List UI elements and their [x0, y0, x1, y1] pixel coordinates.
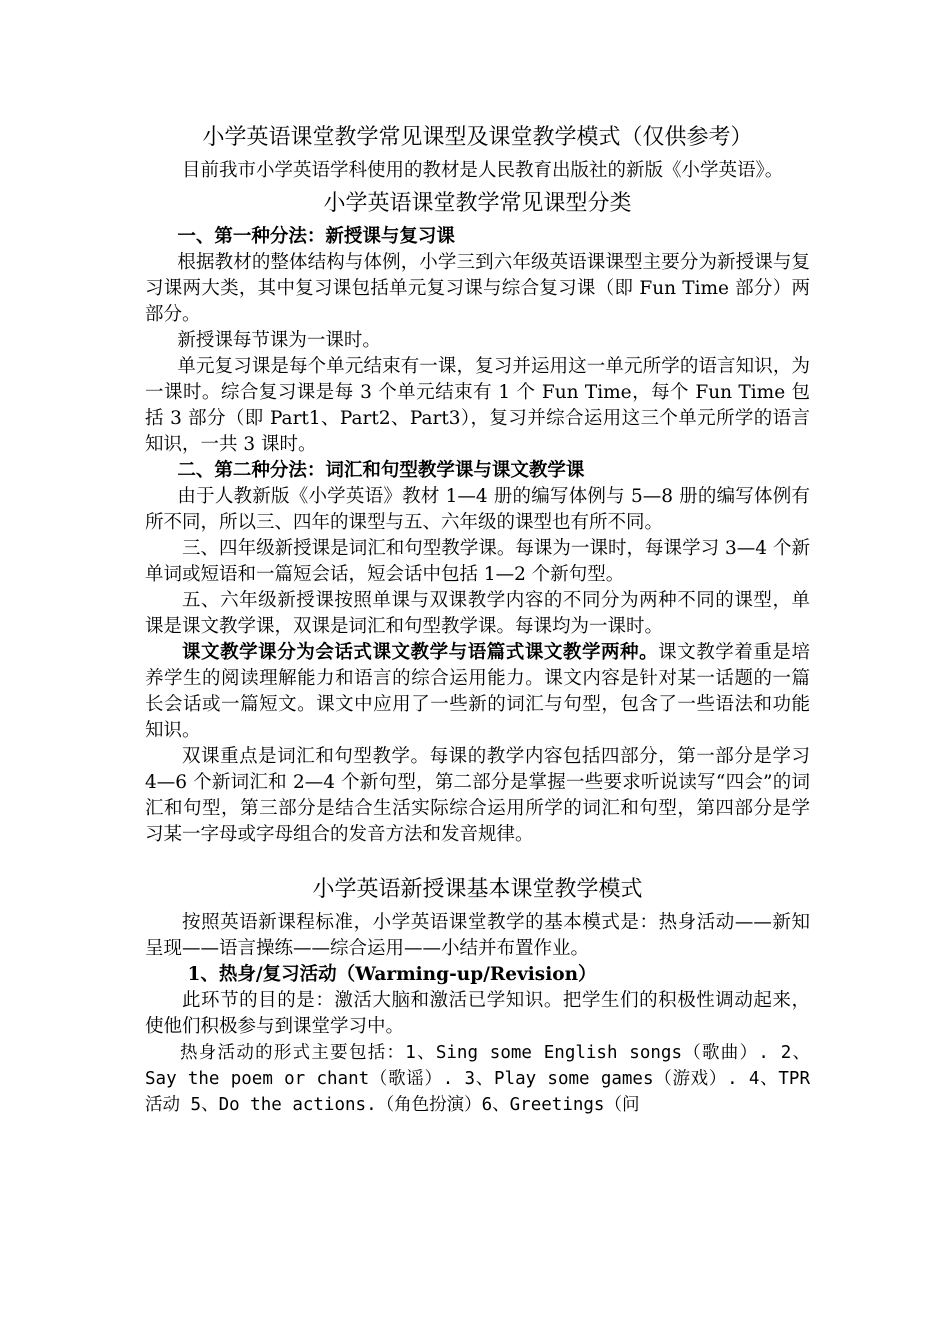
paragraph: 新授课每节课为一课时。 — [177, 330, 381, 351]
paragraph: 热身活动的形式主要包括：1、Sing some English songs（歌曲）. 2、Say the poem or chant（歌谣）. 3、Play some games（游戏）. 4、TPR 活动 5、Do the actions.（角色扮演）6、Greetings（问 — [145, 1043, 810, 1115]
paragraph-text: 课文教学着重是培养学生的阅读理解能力和语言的综合运用能力。课文内容是针对某一话题的一篇长会话或一篇短文。课文中应用了一些新的词汇与句型，包含了一些语法和功能知识。 — [145, 642, 810, 741]
paragraph: 五、六年级新授课按照单课与双课教学内容的不同分为两种不同的课型，单课是课文教学课，双课是词汇和句型教学课。每课均为一课时。 — [145, 590, 810, 637]
document-page — [145, 118, 810, 1118]
paragraph: 此环节的目的是：激活大脑和激活已学知识。把学生们的积极性调动起来，使他们积极参与到课堂学习中。 — [145, 990, 810, 1037]
paragraph — [145, 640, 810, 744]
paragraph: 由于人教新版《小学英语》教材 1—4 册的编写体例与 5—8 册的编写体例有所不同，所以三、四年的课型与五、六年级的课型也有所不同。 — [145, 486, 810, 533]
bold-lead-text: 课文教学课分为会话式课文教学与语篇式课文教学两种。 — [182, 642, 659, 663]
heading-first-method: 一、第一种分法：新授课与复习课 — [177, 226, 455, 247]
intro-paragraph: 目前我市小学英语学科使用的教材是人民教育出版社的新版《小学英语》。 — [182, 160, 784, 181]
section-title-lesson-types: 小学英语课堂教学常见课型分类 — [323, 191, 632, 216]
heading-second-method: 二、第二种分法：词汇和句型教学课与课文教学课 — [177, 460, 585, 481]
paragraph: 双课重点是词汇和句型教学。每课的教学内容包括四部分，第一部分是学习 4—6 个新词汇和 2—4 个新句型，第二部分是掌握一些要求听说读写“四会”的词汇和句型，第三部分是结合生活实际综合运用所学的词汇和句型，第四部分是学习某一字母或字母组合的发音方法和发音规律。 — [145, 746, 810, 845]
document-title: 小学英语课堂教学常见课型及课堂教学模式（仅供参考） — [202, 125, 753, 150]
paragraph: 按照英语新课程标准，小学英语课堂教学的基本模式是：热身活动——新知呈现——语言操练——综合运用——小结并布置作业。 — [145, 912, 810, 959]
paragraph: 单元复习课是每个单元结束有一课，复习并运用这一单元所学的语言知识，为一课时。综合复习课是每 3 个单元结束有 1 个 Fun Time，每个 Fun Time 包括 3 部分（即 Part1、Part2、Part3），复习并综合运用这三个单元所学的语言知识，一共 3 课时。 — [145, 356, 810, 455]
heading-warm-up: 1、热身/复习活动（Warming-up/Revision） — [187, 964, 597, 985]
paragraph: 根据教材的整体结构与体例，小学三到六年级英语课课型主要分为新授课与复习课两大类，其中复习课包括单元复习课与综合复习课（即 Fun Time 部分）两部分。 — [145, 252, 810, 325]
section-title-teaching-model: 小学英语新授课基本课堂教学模式 — [312, 877, 643, 902]
paragraph: 三、四年级新授课是词汇和句型教学课。每课为一课时，每课学习 3—4 个新单词或短语和一篇短会话，短会话中包括 1—2 个新句型。 — [145, 538, 810, 585]
